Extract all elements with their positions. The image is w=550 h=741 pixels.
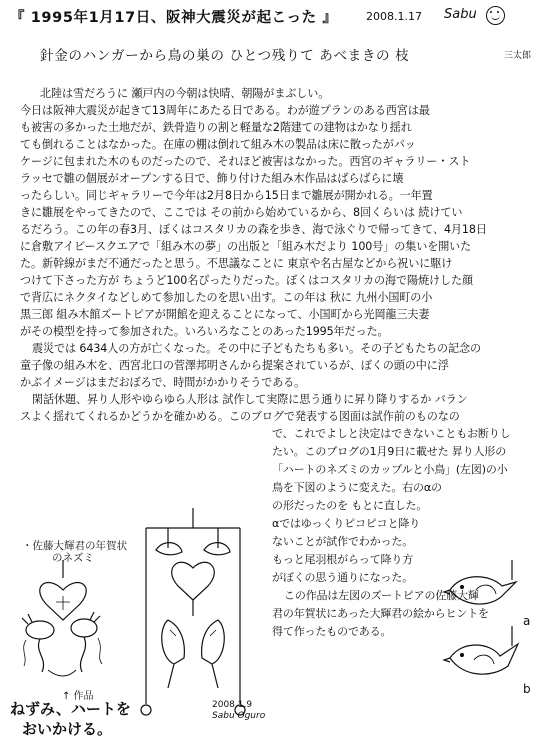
body-line: た。新幹線がまだ不通だったと思う。不思議なことに 東京や名古屋などから祝いに駆け [20, 257, 453, 270]
body-line: スよく揺れてくれるかどうかを確かめる。このブログで発表する図面は試作前のものなの [20, 410, 460, 423]
bird-b-sketch [442, 626, 522, 696]
body-line: 童子像の組み木を、西宮北口の菅澤邦明さんから提案されているが、ぼくの頭の中に浮 [20, 359, 449, 372]
body-line: も被害の多かった土地だが、鉄骨造りの割と軽量な2階建ての建物はかなり揺れ [20, 121, 412, 134]
body-line: に倉敷アイビースクエアで「組み木の夢」の出版と「組み木だより 100号」の集いを開いた [20, 240, 472, 253]
bird-label-b: b [523, 682, 531, 696]
signature: Sabu [444, 7, 477, 22]
body-line: ラッセで雛の個展がオープンする日で、飾り付けた組み木作品はばらばらに壊 [20, 172, 404, 185]
smiley-face-icon [486, 6, 505, 25]
side-line: たい。このブログの1月9日に載せた 昇り人形の [272, 445, 507, 458]
drawing-caption: ・佐藤大輝君の年賀状 [22, 540, 127, 552]
side-line: 得て作ったものである。 [272, 625, 392, 638]
mice-heart-sketch [18, 560, 108, 695]
body-line: かぶイメージはまだおぼろで、時間がかかりそうである。 [20, 376, 306, 389]
body-line: 北陸は雪だろうに 瀬戸内の今朝は快晴、朝陽がまぶしい。 [40, 87, 330, 100]
drawing-signature: Sabu Oguro [212, 711, 266, 721]
body-line: ったらしい。同じギャラリーで今年は2月8日から15日まで雛展が開かれる。一年置 [20, 189, 433, 202]
drawing-caption: おいかける。 [22, 720, 113, 738]
body-line: 閑話休題、昇り人形やゆらゆら人形は 試作して実際に思う通りに昇り降りするか バラン [32, 393, 468, 406]
side-line: 「ハートのネズミのカップルと小鳥」(左図)の小 [272, 463, 508, 476]
side-line: αではゆっくりピコピコと降り [272, 517, 421, 530]
side-line: 鳥を下図のように変えた。右のαの [272, 481, 442, 494]
side-line: の形だったのを もとに直した。 [272, 499, 428, 512]
body-line: ても倒れることはなかった。在庫の棚は倒れて組み木の製品は床に散ったがパッ [20, 138, 416, 151]
drawing-caption: ねずみ、ハートを [10, 700, 131, 718]
haiku-author: 三太郎 [504, 51, 532, 61]
drawing-date: 2008.1.9 [212, 700, 253, 710]
body-line: ケージに包まれた木のものだったので、それほど被害はなかった。西宮のギャラリー・スト [20, 155, 471, 168]
date-label: 2008.1.17 [366, 10, 422, 23]
bird-label-a: a [523, 614, 531, 628]
body-line: きに雛展をやってきたので、ここでは その前から始めているから、8回くらいは 続けてい [20, 206, 463, 219]
haiku-subtitle: 針金のハンガーから鳥の巣の ひとつ残りて あべまきの 枝 [40, 48, 410, 64]
body-line: つけて下さった方が ちょうど100名ぴったりだった。ぼくはコスタリカの海で陽焼けした顔 [20, 274, 473, 287]
side-line: 君の年賀状にあった大輝君の絵からヒントを [272, 607, 489, 620]
side-line: がぼくの思う通りになった。 [272, 571, 414, 584]
mobile-toy-drawing [128, 508, 258, 730]
body-line: で背広にネクタイなどしめて参加したのを思い出す。この年は 秋に 九州小国町の小 [20, 291, 433, 304]
body-line: 震災では 6434人の方が亡くなった。その中に子どもたちも多い。その子どもたちの記念の [32, 342, 482, 355]
body-line: るだろう。この年の春3月、ぼくはコスタリカの森を歩き、海で泳ぐりで帰ってきて、4月18日 [20, 223, 487, 236]
bird-a-sketch [442, 560, 522, 620]
body-line: 黒三郎 組み木館ズートピアが開館を迎えることになって、小国町から光岡龍三夫妻 [20, 308, 430, 321]
side-line: で、これでよしと決定はできないこともお断りし [272, 427, 511, 440]
page-title: 『 1995年1月17日、阪神大震災が起こった 』 [10, 10, 338, 26]
side-line: この作品は左図のズートピアの佐藤大輝 [284, 589, 479, 602]
drawing-caption: ↑ 作品 [62, 691, 94, 702]
body-line: 今日は阪神大震災が起きて13周年にあたる日である。わが遊プランのある西宮は最 [20, 104, 430, 117]
body-line: がその模型を持って参加された。いろいろなことのあった1995年だった。 [20, 325, 389, 338]
side-line: ないことが試作でわかった。 [272, 535, 414, 548]
drawing-caption: のネズミ [52, 552, 94, 564]
side-line: もっと尾羽根がらって降り方 [272, 553, 414, 566]
